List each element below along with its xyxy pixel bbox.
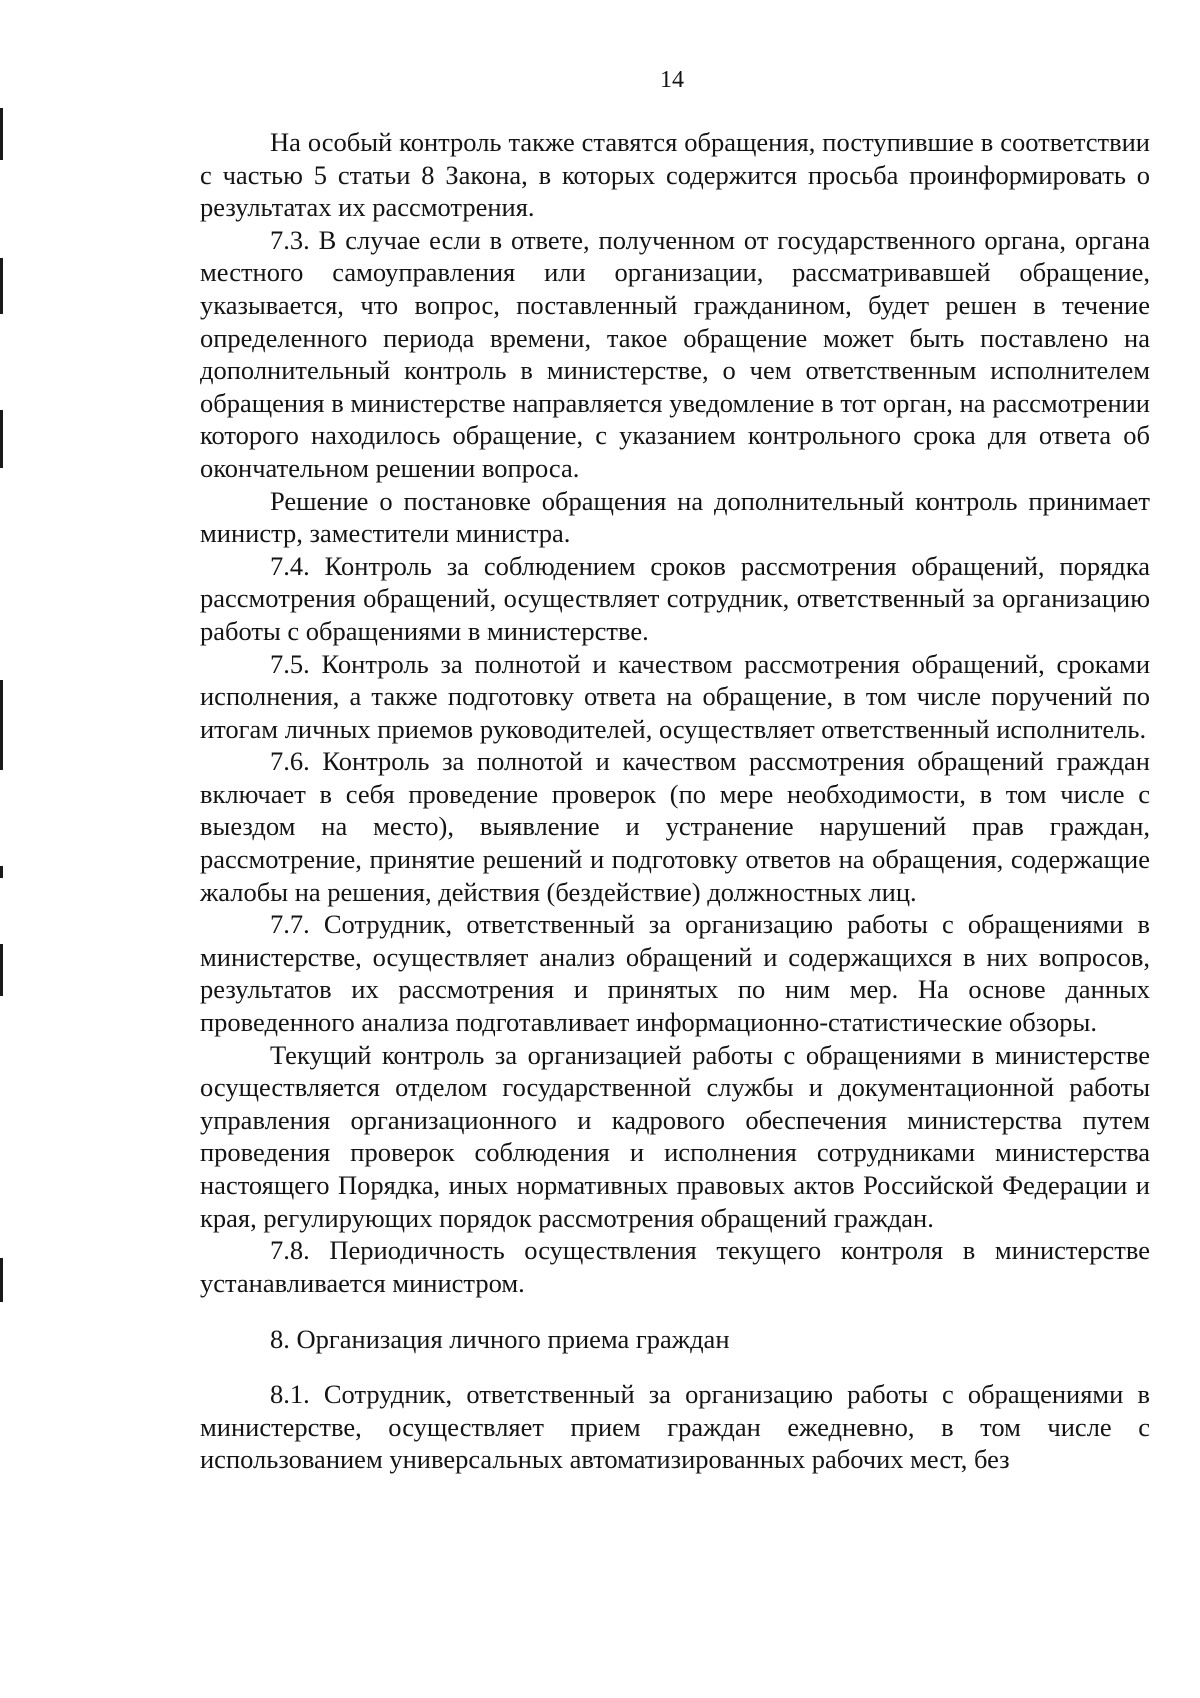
scan-edge-mark [0,1258,3,1302]
document-body [200,126,1150,1476]
paragraph: На особый контроль также ставятся обращения, поступившие в соответствии с частью 5 статьи 8 Закона, в которых содержится просьба проинформировать о результатах их рассмотрения. [200,127,1150,223]
paragraph: 8.1. Сотрудник, ответственный за организацию работы с обращениями в министерстве, осуществляет прием граждан ежедневно, в том числе с использованием универсальных автоматизированных рабочих мест, без [200,1378,1150,1475]
paragraph: 7.3. В случае если в ответе, полученном от государственного органа, органа местного самоуправления или организации, рассматривавшей обращение, указывается, что вопрос, поставленный гражданином, будет решен в течение определенного периода времени, такое обращение может быть поставлено на дополнительный контроль в министерстве, о чем ответственным исполнителем обращения в министерстве направляется уведомление в тот орган, на рассмотрении которого находилось обращение, с указанием контрольного срока для ответа об окончательном решении вопроса. [200,224,1150,483]
paragraph: Текущий контроль за организацией работы с обращениями в министерстве осуществляется отделом государственной службы и документационной работы управления организационного и кадрового обеспечения министерства путем проведения проверок соблюдения и исполнения сотрудниками министерства настоящего Порядка, иных нормативных правовых актов Российской Федерации и края, регулирующих порядок рассмотрения обращений граждан. [200,1039,1150,1233]
paragraph: 7.5. Контроль за полнотой и качеством рассмотрения обращений, сроками исполнения, а также подготовку ответа на обращение, в том числе поручений по итогам личных приемов руководителей, осуществляет ответственный исполнитель. [200,648,1150,744]
page-number: 14 [660,67,684,93]
scan-edge-mark [0,258,3,314]
scan-edge-mark [0,866,3,878]
scan-edge-mark [0,680,3,770]
paragraph: 7.4. Контроль за соблюдением сроков рассмотрения обращений, порядка рассмотрения обращений, осуществляет сотрудник, ответственный за организацию работы с обращениями в министерстве. [200,550,1150,646]
section-heading: 8. Организация личного приема граждан [270,1324,730,1355]
scan-edge-mark [0,410,3,468]
paragraph: Решение о постановке обращения на дополнительный контроль принимает министр, заместители министра. [200,485,1150,549]
scan-edge-mark [0,944,3,996]
paragraph: 7.6. Контроль за полнотой и качеством рассмотрения обращений граждан включает в себя проведение проверок (по мере необходимости, в том числе с выездом на место), выявление и устранение нарушений прав граждан, рассмотрение, принятие решений и подготовку ответов на обращения, содержащие жалобы на решения, действия (бездействие) должностных лиц. [200,746,1150,907]
paragraph: 7.7. Сотрудник, ответственный за организацию работы с обращениями в министерстве, осуществляет анализ обращений и содержащихся в них вопросов, результатов их рассмотрения и принятых по ним мер. На основе данных проведенного анализа подготавливает информационно-статистические обзоры. [200,909,1150,1038]
paragraph: 7.8. Периодичность осуществления текущего контроля в министерстве устанавливается министром. [200,1235,1150,1298]
scan-edge-mark [0,108,3,160]
